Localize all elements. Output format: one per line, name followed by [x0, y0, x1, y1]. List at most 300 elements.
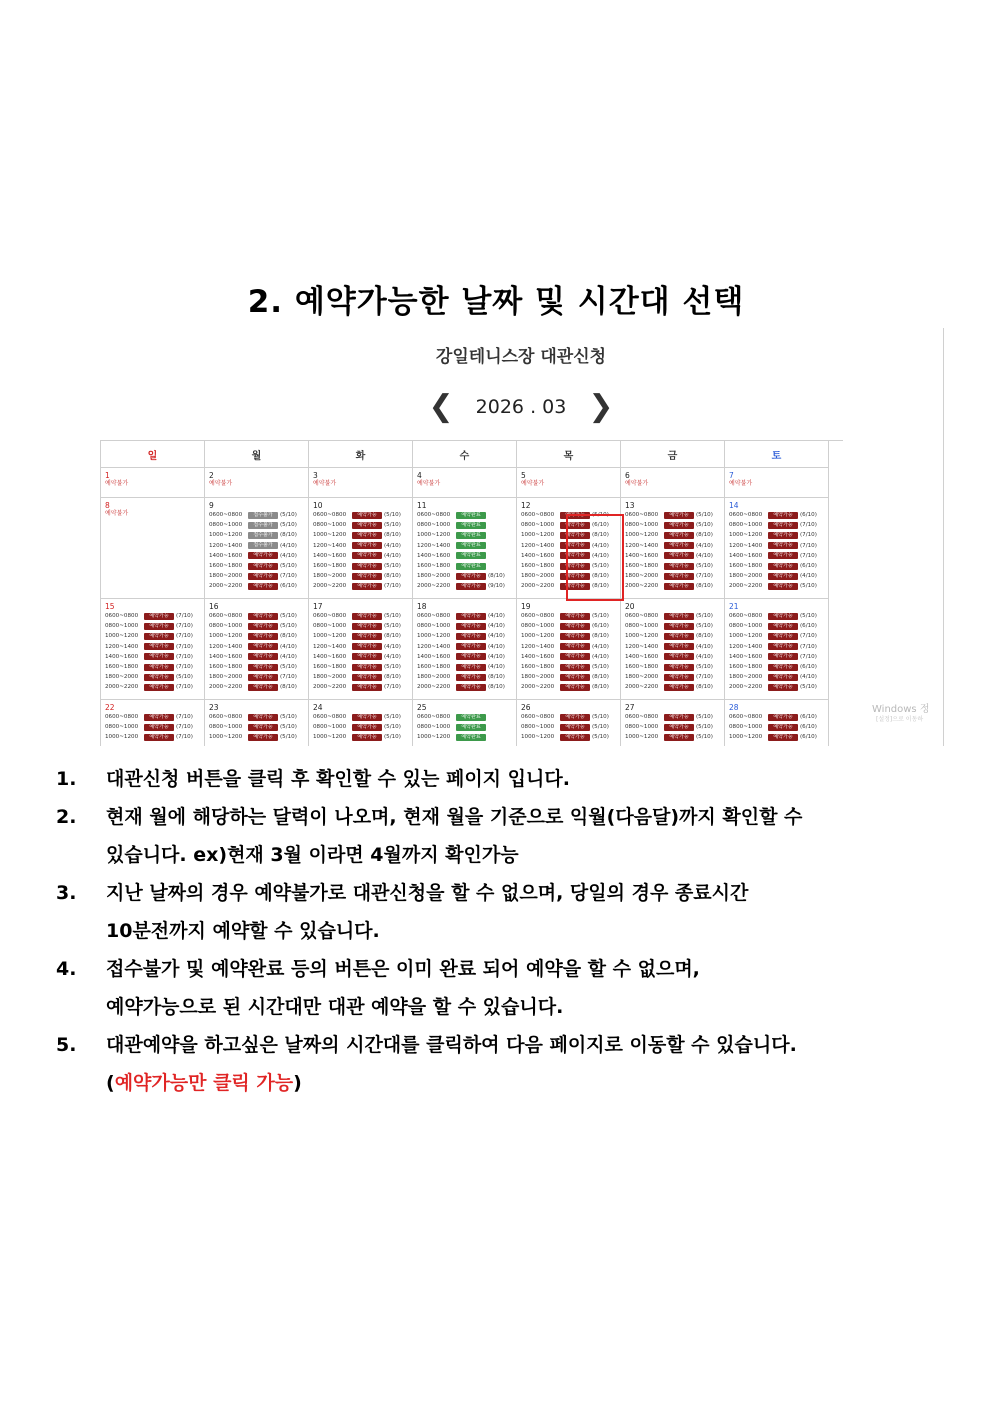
day-cell-16[interactable]: 16 0600~0800 예약가능 (5/10) 0800~1000 예약가능 (5/10) 1000~1200 예약가능 (8/10) 1200~1400 예약가능 (4/10) 1400~1600 예약가능 (4/10) 1600~1800 예약가능 (5/10) 1800~2000 예약가능 (7/10) 2000~2200 예약가능 (8/10)	[205, 599, 309, 700]
calendar-week-3	[101, 599, 843, 700]
time-slot[interactable]: 1600~1800 예약가능 (5/10)	[209, 562, 297, 570]
slot-status-button[interactable]: 예약가능	[560, 714, 590, 721]
time-slot[interactable]: 1400~1600 예약가능 (4/10)	[521, 552, 609, 559]
slot-status-button[interactable]: 예약가능	[664, 633, 694, 640]
slot-status-button[interactable]: 예약가능	[768, 714, 798, 721]
time-slot[interactable]: 0800~1000 예약완료	[417, 520, 512, 530]
time-slot[interactable]: 2000~2200 예약가능 (8/10)	[521, 683, 609, 691]
time-slot[interactable]: 1000~1200 예약가능 (8/10)	[625, 531, 713, 539]
time-slot[interactable]: 1600~1800 예약가능 (5/10)	[625, 562, 713, 570]
slot-status-button[interactable]: 예약가능	[664, 674, 694, 681]
calendar-week-2	[101, 498, 843, 599]
time-slot[interactable]: 1800~2000 예약가능 (7/10)	[209, 673, 297, 681]
slot-status-button[interactable]: 예약가능	[456, 573, 486, 580]
slot-status-button[interactable]: 예약가능	[352, 684, 382, 691]
time-slot[interactable]: 0600~0800 예약완료	[417, 712, 512, 722]
time-slot[interactable]: 1600~1800 예약가능 (6/10)	[729, 562, 817, 570]
time-slot[interactable]: 0600~0800 예약가능 (6/10)	[729, 713, 817, 721]
slot-status-button[interactable]: 예약가능	[664, 542, 694, 549]
slot-status-button[interactable]: 예약완료	[456, 724, 486, 731]
time-slot[interactable]: 1200~1400 예약가능 (7/10)	[729, 542, 817, 549]
time-slot[interactable]: 1000~1200 예약가능 (7/10)	[729, 632, 817, 640]
slot-status-button[interactable]: 예약가능	[664, 684, 694, 691]
slot-status-button[interactable]: 예약가능	[664, 532, 694, 539]
calendar-week-4	[101, 700, 843, 746]
slot-status-button[interactable]: 예약가능	[768, 734, 798, 741]
time-slot[interactable]: 1400~1600 예약가능 (7/10)	[729, 552, 817, 559]
slot-status-button[interactable]: 예약가능	[768, 563, 798, 570]
time-slot[interactable]: 1000~1200 예약완료	[417, 530, 512, 540]
slot-status-button[interactable]: 예약가능	[456, 653, 486, 660]
slot-status-button[interactable]: 예약가능	[144, 643, 174, 650]
day-cell-7[interactable]: 7 예약불가	[725, 468, 829, 498]
slot-status-button[interactable]: 예약완료	[456, 563, 486, 570]
day-cell-26[interactable]: 26 0600~0800 예약가능 (5/10) 0800~1000 예약가능 (5/10) 1000~1200 예약가능 (5/10)	[517, 700, 621, 746]
time-slot[interactable]: 1000~1200 예약가능 (8/10)	[313, 632, 401, 640]
day-cell-2[interactable]: 2 예약불가	[205, 468, 309, 498]
slot-status-button[interactable]: 예약가능	[768, 724, 798, 731]
time-slot[interactable]: 0600~0800 예약완료	[417, 510, 512, 520]
time-slot[interactable]: 1000~1200 예약가능 (5/10)	[209, 733, 297, 741]
time-slot[interactable]: 1200~1400 예약가능 (4/10)	[521, 542, 609, 549]
slot-status-button[interactable]: 예약가능	[248, 633, 278, 640]
time-slot[interactable]: 0600~0800 예약가능 (5/10)	[313, 511, 401, 519]
weekday-header: 화	[309, 441, 413, 468]
time-slot[interactable]: 1400~1600 예약가능 (4/10)	[521, 653, 609, 660]
weekday-header-row	[101, 441, 843, 468]
slot-status-button[interactable]: 예약가능	[560, 643, 590, 650]
slot-status-button[interactable]: 예약가능	[560, 573, 590, 580]
day-cell-13[interactable]: 13 0600~0800 예약가능 (5/10) 0800~1000 예약가능 (5/10) 1000~1200 예약가능 (8/10) 1200~1400 예약가능 (4/10) 1400~1600 예약가능 (4/10) 1600~1800 예약가능 (5/10) 1800~2000 예약가능 (7/10) 2000~2200 예약가능 (8/10)	[621, 498, 725, 599]
day-cell-14[interactable]: 14 0600~0800 예약가능 (6/10) 0800~1000 예약가능 (7/10) 1000~1200 예약가능 (7/10) 1200~1400 예약가능 (7/10) 1400~1600 예약가능 (7/10) 1600~1800 예약가능 (6/10) 1800~2000 예약가능 (4/10) 2000~2200 예약가능 (5/10)	[725, 498, 829, 599]
day-cell-23[interactable]: 23 0600~0800 예약가능 (5/10) 0800~1000 예약가능 (5/10) 1000~1200 예약가능 (5/10)	[205, 700, 309, 746]
slot-status-button[interactable]: 예약가능	[352, 623, 382, 630]
slot-status-button[interactable]: 예약가능	[144, 724, 174, 731]
slot-status-button[interactable]: 예약가능	[352, 643, 382, 650]
slot-status-button[interactable]: 예약가능	[352, 512, 382, 519]
calendar-grid	[100, 440, 843, 746]
chevron-left-icon[interactable]: ❮	[428, 389, 454, 424]
slot-status-button[interactable]: 예약가능	[352, 724, 382, 731]
time-slot[interactable]: 1800~2000 예약가능 (8/10)	[313, 673, 401, 681]
instruction-item-5: 5. 대관예약을 하고싶은 날짜의 시간대를 클릭하여 다음 페이지로 이동할 수 있습니다. (예약가능만 클릭 가능)	[56, 1034, 797, 1094]
time-slot[interactable]: 0800~1000 접수불가 (5/10)	[209, 521, 297, 529]
time-slot[interactable]: 1000~1200 접수불가 (8/10)	[209, 531, 297, 539]
month-navigator	[100, 389, 942, 424]
slot-status-button[interactable]: 예약가능	[664, 563, 694, 570]
slot-status-button[interactable]: 예약가능	[456, 613, 486, 620]
time-slot[interactable]: 1800~2000 예약가능 (5/10)	[105, 673, 193, 681]
day-cell-1[interactable]: 1 예약불가	[101, 468, 205, 498]
status-note: 예약불가	[521, 480, 545, 487]
time-slot[interactable]: 0800~1000 예약가능 (7/10)	[729, 521, 817, 529]
slot-status-button[interactable]: 예약가능	[248, 552, 278, 559]
time-slot[interactable]: 1600~1800 예약가능 (5/10)	[521, 562, 609, 570]
slot-status-button[interactable]: 예약가능	[768, 613, 798, 620]
day-cell-5[interactable]: 5 예약불가	[517, 468, 621, 498]
chevron-right-icon[interactable]: ❯	[588, 389, 614, 424]
slot-status-button[interactable]: 예약가능	[456, 664, 486, 671]
time-slot[interactable]: 0600~0800 예약가능 (7/10)	[105, 713, 193, 721]
time-slot[interactable]: 1800~2000 예약가능 (7/10)	[209, 572, 297, 580]
time-slot[interactable]: 2000~2200 예약가능 (8/10)	[625, 683, 713, 691]
time-slot[interactable]: 2000~2200 예약가능 (6/10)	[209, 582, 297, 590]
slot-status-button[interactable]: 예약가능	[768, 583, 798, 590]
slot-status-button[interactable]: 예약가능	[144, 653, 174, 660]
time-slot[interactable]: 1600~1800 예약가능 (5/10)	[521, 663, 609, 671]
slot-status-button[interactable]: 예약가능	[352, 633, 382, 640]
slot-status-button[interactable]: 예약가능	[768, 573, 798, 580]
time-slot[interactable]: 0800~1000 예약가능 (4/10)	[417, 622, 505, 630]
time-slot[interactable]: 0600~0800 예약가능 (5/10)	[521, 713, 609, 721]
time-slot[interactable]: 0600~0800 예약가능 (7/10)	[105, 612, 193, 620]
time-slot[interactable]: 0600~0800 예약가능 (5/10)	[521, 511, 609, 519]
time-slot[interactable]: 0800~1000 예약가능 (5/10)	[313, 622, 401, 630]
time-slot[interactable]: 2000~2200 예약가능 (5/10)	[729, 582, 817, 590]
day-cell-17[interactable]: 17 0600~0800 예약가능 (5/10) 0800~1000 예약가능 (5/10) 1000~1200 예약가능 (8/10) 1200~1400 예약가능 (4/10) 1400~1600 예약가능 (4/10) 1600~1800 예약가능 (5/10) 1800~2000 예약가능 (8/10) 2000~2200 예약가능 (7/10)	[309, 599, 413, 700]
day-cell-9[interactable]: 9 0600~0800 접수불가 (5/10) 0800~1000 접수불가 (5/10) 1000~1200 접수불가 (8/10) 1200~1400 접수불가 (4/10) 1400~1600 예약가능 (4/10) 1600~1800 예약가능 (5/10) 1800~2000 예약가능 (7/10) 2000~2200 예약가능 (6/10)	[205, 498, 309, 599]
weekday-header: 토	[725, 441, 829, 468]
day-cell-20[interactable]: 20 0600~0800 예약가능 (5/10) 0800~1000 예약가능 (5/10) 1000~1200 예약가능 (8/10) 1200~1400 예약가능 (4/10) 1400~1600 예약가능 (4/10) 1600~1800 예약가능 (5/10) 1800~2000 예약가능 (7/10) 2000~2200 예약가능 (8/10)	[621, 599, 725, 700]
slot-status-button[interactable]: 예약가능	[144, 623, 174, 630]
time-slot[interactable]: 1000~1200 예약가능 (5/10)	[313, 733, 401, 741]
time-slot[interactable]: 0600~0800 예약가능 (5/10)	[625, 612, 713, 620]
time-slot[interactable]: 2000~2200 예약가능 (8/10)	[521, 582, 609, 590]
slot-status-button[interactable]: 예약가능	[352, 674, 382, 681]
time-slot[interactable]: 1000~1200 예약가능 (8/10)	[521, 531, 609, 539]
slot-status-button[interactable]: 예약가능	[560, 563, 590, 570]
slot-status-button[interactable]: 접수불가	[248, 532, 278, 539]
time-slot[interactable]: 0800~1000 예약가능 (5/10)	[625, 723, 713, 731]
time-slot[interactable]: 1000~1200 예약가능 (7/10)	[729, 531, 817, 539]
time-slot[interactable]: 1000~1200 예약완료	[417, 732, 512, 742]
slot-status-button[interactable]: 접수불가	[248, 512, 278, 519]
time-slot[interactable]: 1400~1600 예약완료	[417, 551, 512, 561]
day-cell-6[interactable]: 6 예약불가	[621, 468, 725, 498]
time-slot[interactable]: 1200~1400 예약가능 (4/10)	[417, 643, 505, 650]
time-slot[interactable]: 1800~2000 예약가능 (8/10)	[417, 673, 505, 681]
slot-status-button[interactable]: 예약가능	[768, 623, 798, 630]
slot-status-button[interactable]: 예약가능	[560, 552, 590, 559]
time-slot[interactable]: 0800~1000 예약가능 (6/10)	[521, 521, 609, 529]
day-cell-8[interactable]: 8 예약불가	[101, 498, 205, 599]
slot-status-button[interactable]: 예약가능	[768, 512, 798, 519]
slot-status-button[interactable]: 예약완료	[456, 522, 486, 529]
time-slot[interactable]: 1400~1600 예약가능 (7/10)	[729, 653, 817, 660]
time-slot[interactable]: 0600~0800 예약가능 (5/10)	[313, 612, 401, 620]
slot-status-button[interactable]: 예약가능	[456, 633, 486, 640]
slot-status-button[interactable]: 예약가능	[560, 613, 590, 620]
time-slot[interactable]: 1600~1800 예약가능 (7/10)	[105, 663, 193, 671]
slot-status-button[interactable]: 예약가능	[560, 623, 590, 630]
slot-status-button[interactable]: 예약가능	[352, 613, 382, 620]
day-cell-4[interactable]: 4 예약불가	[413, 468, 517, 498]
slot-status-button[interactable]: 예약완료	[456, 542, 486, 549]
time-slot[interactable]: 1400~1600 예약가능 (7/10)	[105, 653, 193, 660]
day-cell-22[interactable]: 22 0600~0800 예약가능 (7/10) 0800~1000 예약가능 (7/10) 1000~1200 예약가능 (7/10)	[101, 700, 205, 746]
weekday-header: 일	[101, 441, 205, 468]
slot-status-button[interactable]: 예약가능	[560, 583, 590, 590]
time-slot[interactable]: 0600~0800 예약가능 (4/10)	[417, 612, 505, 620]
time-slot[interactable]: 0600~0800 예약가능 (5/10)	[625, 511, 713, 519]
slot-status-button[interactable]: 예약가능	[560, 653, 590, 660]
time-slot[interactable]: 1600~1800 예약가능 (5/10)	[625, 663, 713, 671]
slot-status-button[interactable]: 예약가능	[144, 714, 174, 721]
time-slot[interactable]: 2000~2200 예약가능 (7/10)	[313, 683, 401, 691]
windows-watermark: Windows 정	[872, 704, 930, 715]
time-slot[interactable]: 1400~1600 예약가능 (4/10)	[625, 653, 713, 660]
time-slot[interactable]: 1000~1200 예약가능 (8/10)	[313, 531, 401, 539]
time-slot[interactable]: 1400~1600 예약가능 (4/10)	[625, 552, 713, 559]
time-slot[interactable]: 0600~0800 예약가능 (5/10)	[625, 713, 713, 721]
slot-status-button[interactable]: 예약가능	[768, 653, 798, 660]
slot-status-button[interactable]: 예약가능	[560, 664, 590, 671]
slot-status-button[interactable]: 예약가능	[560, 542, 590, 549]
slot-status-button[interactable]: 예약가능	[352, 522, 382, 529]
slot-status-button[interactable]: 예약가능	[768, 522, 798, 529]
time-slot[interactable]: 1000~1200 예약가능 (6/10)	[729, 733, 817, 741]
slot-status-button[interactable]: 예약가능	[352, 532, 382, 539]
time-slot[interactable]: 0800~1000 예약가능 (6/10)	[729, 622, 817, 630]
slot-status-button[interactable]: 예약가능	[768, 633, 798, 640]
slot-status-button[interactable]: 예약가능	[248, 724, 278, 731]
slot-status-button[interactable]: 예약가능	[768, 684, 798, 691]
time-slot[interactable]: 0800~1000 예약가능 (6/10)	[729, 723, 817, 731]
slot-status-button[interactable]: 예약가능	[664, 653, 694, 660]
slot-status-button[interactable]: 예약가능	[352, 573, 382, 580]
slot-status-button[interactable]: 예약가능	[664, 583, 694, 590]
slot-status-button[interactable]: 예약가능	[768, 664, 798, 671]
slot-status-button[interactable]: 예약가능	[248, 583, 278, 590]
time-slot[interactable]: 1600~1800 예약가능 (4/10)	[417, 663, 505, 671]
status-note: 예약불가	[209, 480, 233, 487]
slot-status-button[interactable]: 예약가능	[664, 512, 694, 519]
day-cell-19[interactable]: 19 0600~0800 예약가능 (5/10) 0800~1000 예약가능 (6/10) 1000~1200 예약가능 (8/10) 1200~1400 예약가능 (4/10) 1400~1600 예약가능 (4/10) 1600~1800 예약가능 (5/10) 1800~2000 예약가능 (8/10) 2000~2200 예약가능 (8/10)	[517, 599, 621, 700]
time-slot[interactable]: 1600~1800 예약가능 (5/10)	[313, 663, 401, 671]
day-cell-10[interactable]: 10 0600~0800 예약가능 (5/10) 0800~1000 예약가능 (5/10) 1000~1200 예약가능 (8/10) 1200~1400 예약가능 (4/10) 1400~1600 예약가능 (4/10) 1600~1800 예약가능 (5/10) 1800~2000 예약가능 (8/10) 2000~2200 예약가능 (7/10)	[309, 498, 413, 599]
day-cell-18[interactable]: 18 0600~0800 예약가능 (4/10) 0800~1000 예약가능 (4/10) 1000~1200 예약가능 (4/10) 1200~1400 예약가능 (4/10) 1400~1600 예약가능 (4/10) 1600~1800 예약가능 (4/10) 1800~2000 예약가능 (8/10) 2000~2200 예약가능 (8/10)	[413, 599, 517, 700]
time-slot[interactable]: 2000~2200 예약가능 (5/10)	[729, 683, 817, 691]
slot-status-button[interactable]: 예약가능	[248, 664, 278, 671]
time-slot[interactable]: 1000~1200 예약가능 (5/10)	[521, 733, 609, 741]
time-slot[interactable]: 1200~1400 예약가능 (7/10)	[105, 643, 193, 650]
slot-status-button[interactable]: 예약가능	[664, 724, 694, 731]
time-slot[interactable]: 1600~1800 예약가능 (5/10)	[209, 663, 297, 671]
time-slot[interactable]: 1800~2000 예약가능 (8/10)	[313, 572, 401, 580]
slot-status-button[interactable]: 예약가능	[352, 542, 382, 549]
slot-status-button[interactable]: 예약가능	[352, 734, 382, 741]
time-slot[interactable]: 0800~1000 예약가능 (5/10)	[209, 723, 297, 731]
day-cell-24[interactable]: 24 0600~0800 예약가능 (5/10) 0800~1000 예약가능 (5/10) 1000~1200 예약가능 (5/10)	[309, 700, 413, 746]
slot-status-button[interactable]: 접수불가	[248, 522, 278, 529]
slot-status-button[interactable]: 예약가능	[352, 552, 382, 559]
time-slot[interactable]: 1800~2000 예약가능 (8/10)	[521, 572, 609, 580]
time-slot[interactable]: 1200~1400 예약가능 (4/10)	[209, 643, 297, 650]
time-slot[interactable]: 1800~2000 예약가능 (7/10)	[625, 572, 713, 580]
time-slot[interactable]: 0800~1000 예약가능 (6/10)	[521, 622, 609, 630]
slot-status-button[interactable]: 예약가능	[560, 512, 590, 519]
slot-status-button[interactable]: 예약가능	[560, 684, 590, 691]
time-slot[interactable]: 2000~2200 예약가능 (7/10)	[105, 683, 193, 691]
slot-status-button[interactable]: 예약가능	[144, 633, 174, 640]
slot-status-button[interactable]: 예약가능	[248, 573, 278, 580]
slot-status-button[interactable]: 예약가능	[144, 613, 174, 620]
time-slot[interactable]: 1000~1200 예약가능 (8/10)	[209, 632, 297, 640]
day-cell-25[interactable]: 25 0600~0800 예약완료 0800~1000 예약완료 1000~1200 예약완료	[413, 700, 517, 746]
slot-status-button[interactable]: 예약가능	[664, 643, 694, 650]
slot-status-button[interactable]: 예약가능	[664, 664, 694, 671]
time-slot[interactable]: 1000~1200 예약가능 (7/10)	[105, 733, 193, 741]
slot-status-button[interactable]: 예약가능	[768, 674, 798, 681]
status-note: 예약불가	[417, 480, 441, 487]
slot-status-button[interactable]: 예약완료	[456, 532, 486, 539]
time-slot[interactable]: 1800~2000 예약가능 (4/10)	[729, 572, 817, 580]
time-slot[interactable]: 2000~2200 예약가능 (7/10)	[313, 582, 401, 590]
time-slot[interactable]: 2000~2200 예약가능 (8/10)	[417, 683, 505, 691]
calendar-screenshot	[100, 328, 946, 746]
time-slot[interactable]: 1200~1400 예약완료	[417, 541, 512, 551]
time-slot[interactable]: 0600~0800 예약가능 (5/10)	[209, 612, 297, 620]
slot-status-button[interactable]: 예약가능	[352, 664, 382, 671]
time-slot[interactable]: 0800~1000 예약가능 (7/10)	[105, 622, 193, 630]
time-slot[interactable]: 1200~1400 예약가능 (4/10)	[313, 643, 401, 650]
time-slot[interactable]: 0800~1000 예약가능 (5/10)	[521, 723, 609, 731]
slot-status-button[interactable]: 예약가능	[352, 714, 382, 721]
time-slot[interactable]: 1200~1400 예약가능 (4/10)	[625, 643, 713, 650]
time-slot[interactable]: 0600~0800 예약가능 (5/10)	[313, 713, 401, 721]
time-slot[interactable]: 0800~1000 예약가능 (5/10)	[209, 622, 297, 630]
slot-status-button[interactable]: 예약가능	[248, 623, 278, 630]
time-slot[interactable]: 1400~1600 예약가능 (4/10)	[313, 653, 401, 660]
day-cell-11[interactable]: 11 0600~0800 예약완료 0800~1000 예약완료 1000~1200 예약완료 1200~1400 예약완료 1400~1600 예약완료 1600~1800 예약완료 1800~2000 예약가능 (8/10) 2000~2200 예약가능 (9/10)	[413, 498, 517, 599]
time-slot[interactable]: 1800~2000 예약가능 (4/10)	[729, 673, 817, 681]
slot-status-button[interactable]: 예약완료	[456, 552, 486, 559]
time-slot[interactable]: 1000~1200 예약가능 (5/10)	[625, 733, 713, 741]
status-note: 예약불가	[625, 480, 649, 487]
time-slot[interactable]: 0600~0800 예약가능 (6/10)	[729, 511, 817, 519]
time-slot[interactable]: 1800~2000 예약가능 (7/10)	[625, 673, 713, 681]
status-note: 예약불가	[313, 480, 337, 487]
instruction-item-2: 2. 현재 월에 해당하는 달력이 나오며, 현재 월을 기준으로 익월(다음달)까지 확인할 수 있습니다. ex)현재 3월 이라면 4월까지 확인가능	[56, 806, 803, 866]
time-slot[interactable]: 1200~1400 예약가능 (4/10)	[313, 542, 401, 549]
time-slot[interactable]: 0800~1000 예약가능 (5/10)	[313, 723, 401, 731]
screenshot-edge	[943, 328, 944, 746]
time-slot[interactable]: 0800~1000 예약완료	[417, 722, 512, 732]
slot-status-button[interactable]: 예약가능	[456, 623, 486, 630]
time-slot[interactable]: 1200~1400 예약가능 (7/10)	[729, 643, 817, 650]
time-slot[interactable]: 0800~1000 예약가능 (5/10)	[625, 521, 713, 529]
slot-status-button[interactable]: 예약가능	[352, 653, 382, 660]
slot-status-button[interactable]: 예약가능	[248, 653, 278, 660]
slot-status-button[interactable]: 예약가능	[560, 734, 590, 741]
time-slot[interactable]: 1400~1600 예약가능 (4/10)	[209, 653, 297, 660]
day-cell-27[interactable]: 27 0600~0800 예약가능 (5/10) 0800~1000 예약가능 (5/10) 1000~1200 예약가능 (5/10)	[621, 700, 725, 746]
slot-status-button[interactable]: 예약가능	[768, 552, 798, 559]
slot-status-button[interactable]: 예약가능	[560, 724, 590, 731]
time-slot[interactable]: 1800~2000 예약가능 (8/10)	[521, 673, 609, 681]
slot-status-button[interactable]: 예약가능	[768, 643, 798, 650]
slot-status-button[interactable]: 예약가능	[248, 613, 278, 620]
time-slot[interactable]: 0800~1000 예약가능 (7/10)	[105, 723, 193, 731]
slot-status-button[interactable]: 예약가능	[248, 563, 278, 570]
time-slot[interactable]: 1000~1200 예약가능 (4/10)	[417, 632, 505, 640]
time-slot[interactable]: 0600~0800 예약가능 (5/10)	[521, 612, 609, 620]
time-slot[interactable]: 1200~1400 접수불가 (4/10)	[209, 542, 297, 549]
slot-status-button[interactable]: 예약가능	[664, 573, 694, 580]
time-slot[interactable]: 0800~1000 예약가능 (5/10)	[625, 622, 713, 630]
slot-status-button[interactable]: 예약가능	[248, 684, 278, 691]
slot-status-button[interactable]: 예약가능	[248, 714, 278, 721]
day-cell-28[interactable]: 28 0600~0800 예약가능 (6/10) 0800~1000 예약가능 (6/10) 1000~1200 예약가능 (6/10)	[725, 700, 829, 746]
slot-status-button[interactable]: 예약완료	[456, 512, 486, 519]
weekday-header: 월	[205, 441, 309, 468]
slot-status-button[interactable]: 예약가능	[768, 532, 798, 539]
time-slot[interactable]: 1600~1800 예약완료	[417, 561, 512, 571]
slot-status-button[interactable]: 예약가능	[248, 734, 278, 741]
slot-status-button[interactable]: 예약가능	[248, 674, 278, 681]
slot-status-button[interactable]: 예약완료	[456, 734, 486, 741]
time-slot[interactable]: 1400~1600 예약가능 (4/10)	[209, 552, 297, 559]
day-cell-21[interactable]: 21 0600~0800 예약가능 (5/10) 0800~1000 예약가능 (6/10) 1000~1200 예약가능 (7/10) 1200~1400 예약가능 (7/10) 1400~1600 예약가능 (7/10) 1600~1800 예약가능 (6/10) 1800~2000 예약가능 (4/10) 2000~2200 예약가능 (5/10)	[725, 599, 829, 700]
slot-status-button[interactable]: 예약가능	[664, 623, 694, 630]
slot-status-button[interactable]: 예약가능	[560, 532, 590, 539]
slot-status-button[interactable]: 예약가능	[560, 674, 590, 681]
slot-status-button[interactable]: 예약완료	[456, 714, 486, 721]
time-slot[interactable]: 1000~1200 예약가능 (8/10)	[625, 632, 713, 640]
day-cell-3[interactable]: 3 예약불가	[309, 468, 413, 498]
slot-status-button[interactable]: 예약가능	[664, 522, 694, 529]
slot-status-button[interactable]: 예약가능	[664, 613, 694, 620]
time-slot[interactable]: 0600~0800 예약가능 (5/10)	[209, 713, 297, 721]
time-slot[interactable]: 0600~0800 접수불가 (5/10)	[209, 511, 297, 519]
day-cell-12[interactable]: 12 0600~0800 예약가능 (5/10) 0800~1000 예약가능 (6/10) 1000~1200 예약가능 (8/10) 1200~1400 예약가능 (4/10) 1400~1600 예약가능 (4/10) 1600~1800 예약가능 (5/10) 1800~2000 예약가능 (8/10) 2000~2200 예약가능 (8/10)	[517, 498, 621, 599]
slot-status-button[interactable]: 예약가능	[664, 552, 694, 559]
slot-status-button[interactable]: 예약가능	[352, 583, 382, 590]
slot-status-button[interactable]: 예약가능	[352, 563, 382, 570]
time-slot[interactable]: 1000~1200 예약가능 (8/10)	[521, 632, 609, 640]
time-slot[interactable]: 0600~0800 예약가능 (5/10)	[729, 612, 817, 620]
time-slot[interactable]: 2000~2200 예약가능 (8/10)	[209, 683, 297, 691]
slot-status-button[interactable]: 접수불가	[248, 542, 278, 549]
slot-status-button[interactable]: 예약가능	[560, 522, 590, 529]
time-slot[interactable]: 2000~2200 예약가능 (8/10)	[625, 582, 713, 590]
slot-status-button[interactable]: 예약가능	[456, 583, 486, 590]
slot-status-button[interactable]: 예약가능	[456, 684, 486, 691]
slot-status-button[interactable]: 예약가능	[560, 633, 590, 640]
slot-status-button[interactable]: 예약가능	[144, 674, 174, 681]
time-slot[interactable]: 1600~1800 예약가능 (5/10)	[313, 562, 401, 570]
time-slot[interactable]: 1200~1400 예약가능 (4/10)	[521, 643, 609, 650]
slot-status-button[interactable]: 예약가능	[664, 714, 694, 721]
slot-status-button[interactable]: 예약가능	[768, 542, 798, 549]
slot-status-button[interactable]: 예약가능	[664, 734, 694, 741]
time-slot[interactable]: 0800~1000 예약가능 (5/10)	[313, 521, 401, 529]
slot-status-button[interactable]: 예약가능	[144, 664, 174, 671]
slot-status-button[interactable]: 예약가능	[144, 684, 174, 691]
day-cell-15[interactable]: 15 0600~0800 예약가능 (7/10) 0800~1000 예약가능 (7/10) 1000~1200 예약가능 (7/10) 1200~1400 예약가능 (7/10) 1400~1600 예약가능 (7/10) 1600~1800 예약가능 (7/10) 1800~2000 예약가능 (5/10) 2000~2200 예약가능 (7/10)	[101, 599, 205, 700]
time-slot[interactable]: 1400~1600 예약가능 (4/10)	[313, 552, 401, 559]
slot-status-button[interactable]: 예약가능	[456, 643, 486, 650]
time-slot[interactable]: 1000~1200 예약가능 (7/10)	[105, 632, 193, 640]
slot-status-button[interactable]: 예약가능	[248, 643, 278, 650]
time-slot[interactable]: 1200~1400 예약가능 (4/10)	[625, 542, 713, 549]
time-slot[interactable]: 2000~2200 예약가능 (9/10)	[417, 582, 505, 590]
time-slot[interactable]: 1600~1800 예약가능 (6/10)	[729, 663, 817, 671]
time-slot[interactable]: 1400~1600 예약가능 (4/10)	[417, 653, 505, 660]
slot-status-button[interactable]: 예약가능	[456, 674, 486, 681]
time-slot[interactable]: 1800~2000 예약가능 (8/10)	[417, 572, 505, 580]
slot-status-button[interactable]: 예약가능	[144, 734, 174, 741]
